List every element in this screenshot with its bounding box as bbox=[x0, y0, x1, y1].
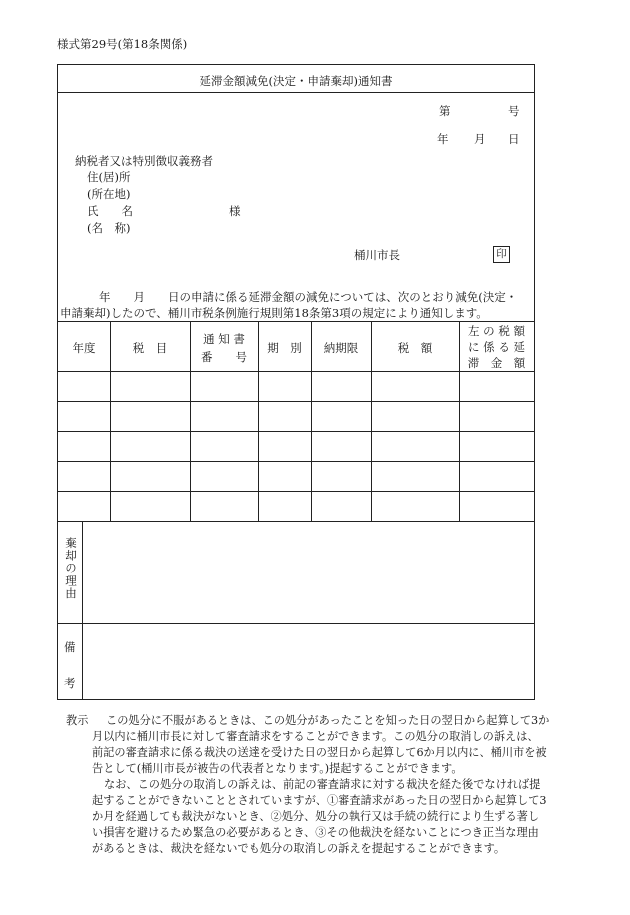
number-dai: 第 bbox=[439, 104, 451, 118]
recipient-corp-name: (名 称) bbox=[87, 221, 131, 235]
issuer-name: 桶川市長 bbox=[354, 248, 400, 262]
remarks-label-1: 備 bbox=[64, 640, 76, 654]
date-year: 年 bbox=[437, 132, 449, 146]
body-line-1: 年 月 日の申請に係る延滞金額の減免については、次のとおり減免(決定・ bbox=[99, 290, 518, 304]
label-column-line bbox=[82, 521, 83, 699]
form-number-label: 様式第29号(第18条関係) bbox=[57, 37, 188, 51]
table-top-line bbox=[58, 321, 534, 322]
recipient-heading: 納税者又は特別徴収義務者 bbox=[75, 154, 213, 168]
recipient-sama: 様 bbox=[229, 204, 241, 218]
table-header-line bbox=[58, 371, 534, 372]
instructions-line-7: か月を経過しても裁決がないとき、②処分、処分の執行又は手続の続行により生ずる著し bbox=[92, 810, 540, 823]
table-row-line-3 bbox=[58, 461, 534, 462]
header-entai-3: 滞 金 額 bbox=[467, 356, 526, 370]
instructions-line-5: なお、この処分の取消しの訴えは、前記の審査請求に対する裁決を経た後でなければ提 bbox=[104, 778, 541, 791]
recipient-office: (所在地) bbox=[87, 187, 131, 201]
header-nendo: 年度 bbox=[72, 341, 96, 355]
header-nokigen: 納期限 bbox=[323, 341, 359, 355]
number-go: 号 bbox=[508, 104, 520, 118]
table-row-line-2 bbox=[58, 431, 534, 432]
header-zeimoku: 税 目 bbox=[132, 341, 168, 355]
table-row-line-4 bbox=[58, 491, 534, 492]
instructions-line-3: 前記の審査請求に係る裁決の送達を受けた日の翌日から起算して6か月以内に、桶川市を被 bbox=[92, 746, 547, 759]
table-row-line-5 bbox=[58, 521, 534, 522]
instructions-line-8: い損害を避けるため緊急の必要があるとき、③その他裁決を経ないことにつき正当な理由 bbox=[92, 826, 539, 839]
reason-bottom-line bbox=[58, 623, 534, 624]
date-month: 月 bbox=[474, 132, 486, 146]
form-title: 延滞金額減免(決定・申請棄却)通知書 bbox=[199, 74, 393, 88]
notice-form-frame bbox=[57, 64, 535, 700]
instructions-label: 教示 bbox=[66, 714, 89, 727]
header-zeigaku: 税 額 bbox=[397, 341, 433, 355]
instructions-line-1: この処分に不服があるときは、この処分があったことを知った日の翌日から起算して3か bbox=[106, 714, 550, 727]
table-row-line-1 bbox=[58, 401, 534, 402]
body-line-2: 申請棄却)したので、桶川市税条例施行規則第18条第3項の規定により通知します。 bbox=[60, 306, 488, 320]
header-kibetsu: 期 別 bbox=[267, 341, 302, 355]
date-day: 日 bbox=[508, 132, 520, 146]
recipient-name: 氏 名 bbox=[87, 204, 133, 218]
seal-mark: 印 bbox=[493, 246, 510, 263]
header-entai-2: に 係 る 延 bbox=[468, 340, 525, 354]
instructions-line-6: 起することができないこととされていますが、①審査請求があった日の翌日から起算して3 bbox=[92, 794, 547, 807]
header-tsuchisho-1: 通 知 書 bbox=[203, 332, 245, 346]
instructions-section bbox=[66, 712, 586, 862]
reason-label: 棄却の理由 bbox=[64, 537, 78, 600]
remarks-label-2: 考 bbox=[64, 676, 76, 690]
recipient-address: 住(居)所 bbox=[87, 170, 131, 184]
instructions-line-2: 月以内に桶川市長に対して審査請求をすることができます。この処分の取消しの訴えは、 bbox=[92, 730, 539, 743]
instructions-line-9: があるときは、裁決を経ないでも処分の取消しの訴えを提起することができます。 bbox=[92, 842, 506, 855]
title-divider bbox=[58, 92, 534, 93]
instructions-line-4: 告として(桶川市長が被告の代表者となります。)提起することができます。 bbox=[92, 762, 463, 775]
header-entai-1: 左 の 税 額 bbox=[468, 324, 525, 338]
header-tsuchisho-2: 番 号 bbox=[201, 350, 247, 364]
